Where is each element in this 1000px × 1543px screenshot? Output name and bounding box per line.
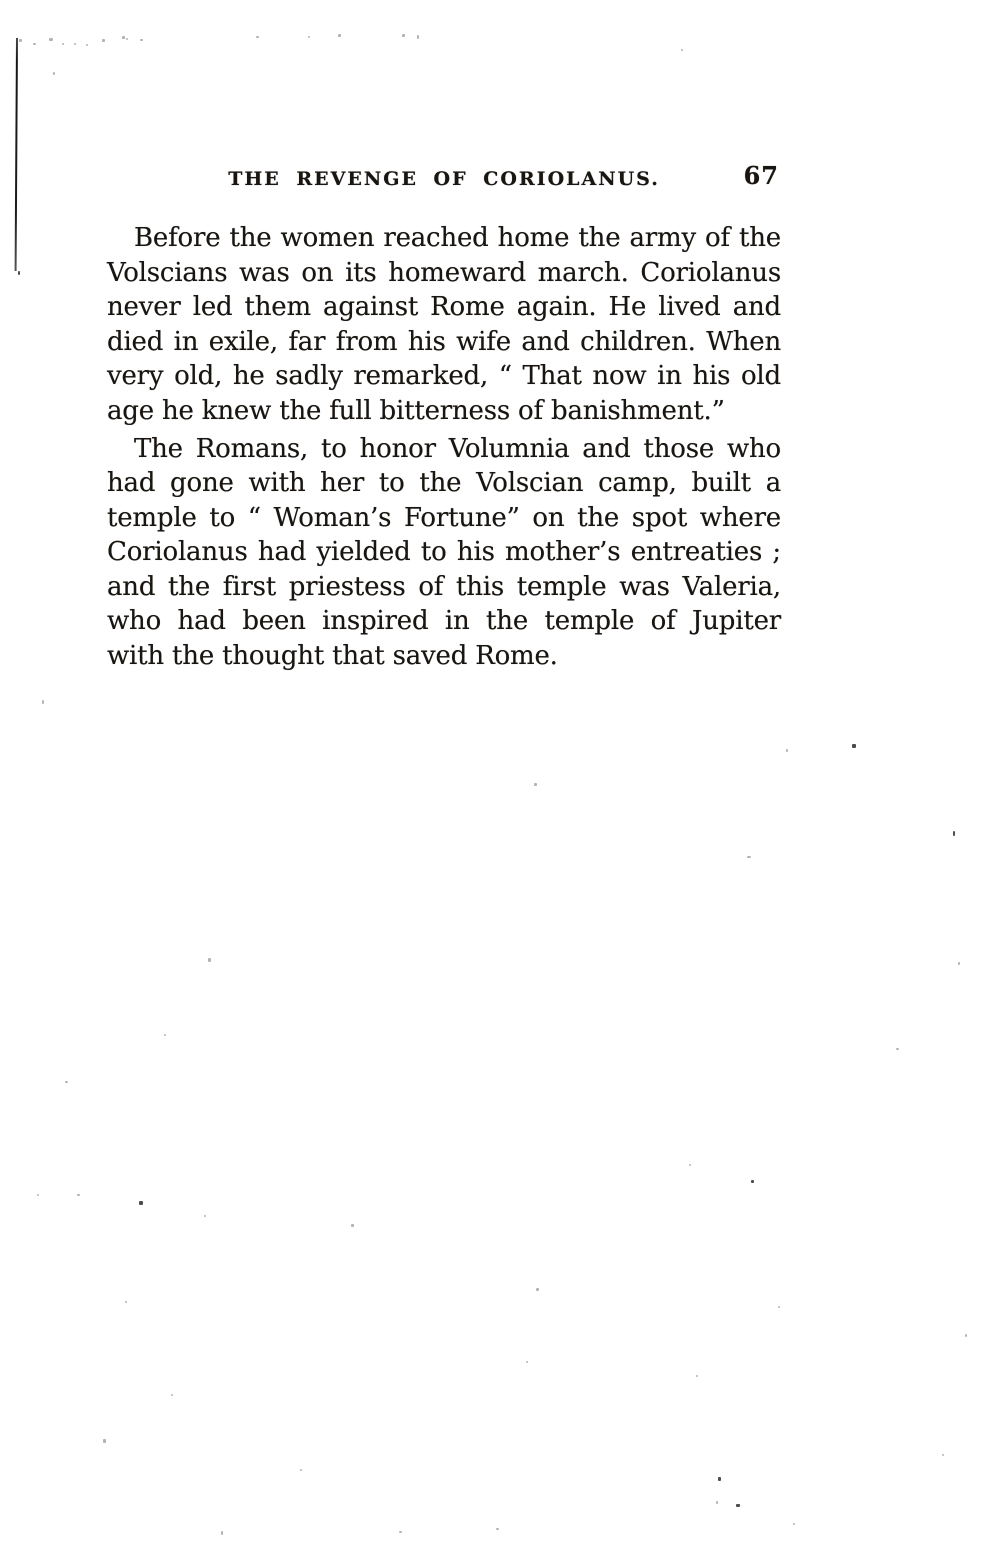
scan-speck: [300, 1469, 302, 1471]
scan-speck: [122, 36, 125, 39]
scan-speck: [125, 1301, 127, 1303]
body-text: [107, 221, 781, 673]
chapter-running-title: THE REVENGE OF CORIOLANUS.: [228, 168, 660, 190]
scan-speck: [102, 39, 105, 42]
scan-speck: [65, 1081, 68, 1083]
scan-speck: [681, 49, 683, 51]
scan-speck: [103, 1439, 106, 1443]
scan-speck: [140, 39, 143, 41]
scan-speck: [965, 1334, 967, 1337]
scan-speck: [53, 72, 55, 75]
scan-speck: [18, 271, 20, 275]
scan-speck: [793, 1523, 795, 1525]
scan-speck: [171, 1394, 173, 1396]
scan-speck: [256, 36, 259, 38]
text-line: very old, he sadly remarked, “ That now in his old: [107, 361, 781, 391]
text-line: age he knew the full bitterness of banishment.”: [107, 395, 725, 426]
scan-speck: [417, 35, 419, 39]
page-gutter-line: [15, 38, 18, 271]
scan-speck: [896, 1048, 899, 1050]
scan-speck: [126, 38, 128, 40]
scan-speck: [786, 749, 788, 752]
scan-speck: [536, 1288, 539, 1291]
scan-speck: [718, 1477, 721, 1481]
scan-speck: [164, 1034, 166, 1036]
text-line: Volscians was on its homeward march. Coriolanus: [107, 257, 781, 288]
scan-speck: [74, 43, 76, 45]
scan-speck: [942, 1454, 944, 1456]
scan-speck: [139, 1201, 143, 1205]
text-line: with the thought that saved Rome.: [107, 640, 558, 671]
text-line: never led them against Rome again. He lived and: [107, 292, 781, 322]
running-header: [107, 161, 781, 192]
scan-speck: [953, 831, 955, 836]
scan-speck: [778, 1306, 780, 1308]
scan-speck: [526, 1361, 528, 1363]
scan-speck: [399, 1531, 402, 1533]
scan-speck: [33, 43, 36, 45]
scan-speck: [696, 1375, 698, 1377]
scan-speck: [204, 1215, 206, 1217]
text-line: died in exile, far from his wife and children. When: [107, 326, 781, 357]
scan-speck: [49, 38, 53, 41]
paragraph-1: [107, 221, 781, 428]
text-line: had gone with her to the Volscian camp, built a: [107, 468, 781, 498]
text-line: The Romans, to honor Volumnia and those who: [134, 433, 781, 464]
scan-speck: [42, 700, 44, 704]
scan-speck: [736, 1504, 740, 1507]
scan-speck: [958, 962, 960, 965]
scan-speck: [751, 1180, 754, 1183]
text-line: who had been inspired in the temple of Jupiter: [107, 606, 781, 636]
text-line: Before the women reached home the army of the: [134, 223, 781, 253]
page-number: 67: [743, 161, 779, 190]
paragraph-2: [107, 432, 781, 674]
scan-speck: [534, 783, 537, 786]
scan-speck: [19, 39, 22, 42]
text-line: Coriolanus had yielded to his mother’s entreaties ;: [107, 537, 781, 567]
scan-speck: [496, 1528, 499, 1530]
text-line: and the first priestess of this temple was Valeria,: [107, 571, 781, 602]
scan-speck: [221, 1531, 223, 1535]
scan-speck: [747, 856, 751, 858]
scan-speck: [308, 36, 310, 38]
scan-speck: [716, 1501, 718, 1504]
scan-speck: [62, 43, 64, 45]
scan-speck: [689, 1164, 691, 1166]
scan-speck: [338, 34, 341, 37]
scan-speck: [852, 744, 856, 748]
scan-speck: [86, 44, 88, 46]
scan-speck: [351, 1224, 354, 1227]
scan-speck: [402, 34, 405, 37]
scan-speck: [208, 958, 211, 962]
text-line: temple to “ Woman’s Fortune” on the spot where: [107, 502, 781, 533]
scan-speck: [37, 1194, 39, 1196]
scan-speck: [77, 1194, 80, 1196]
